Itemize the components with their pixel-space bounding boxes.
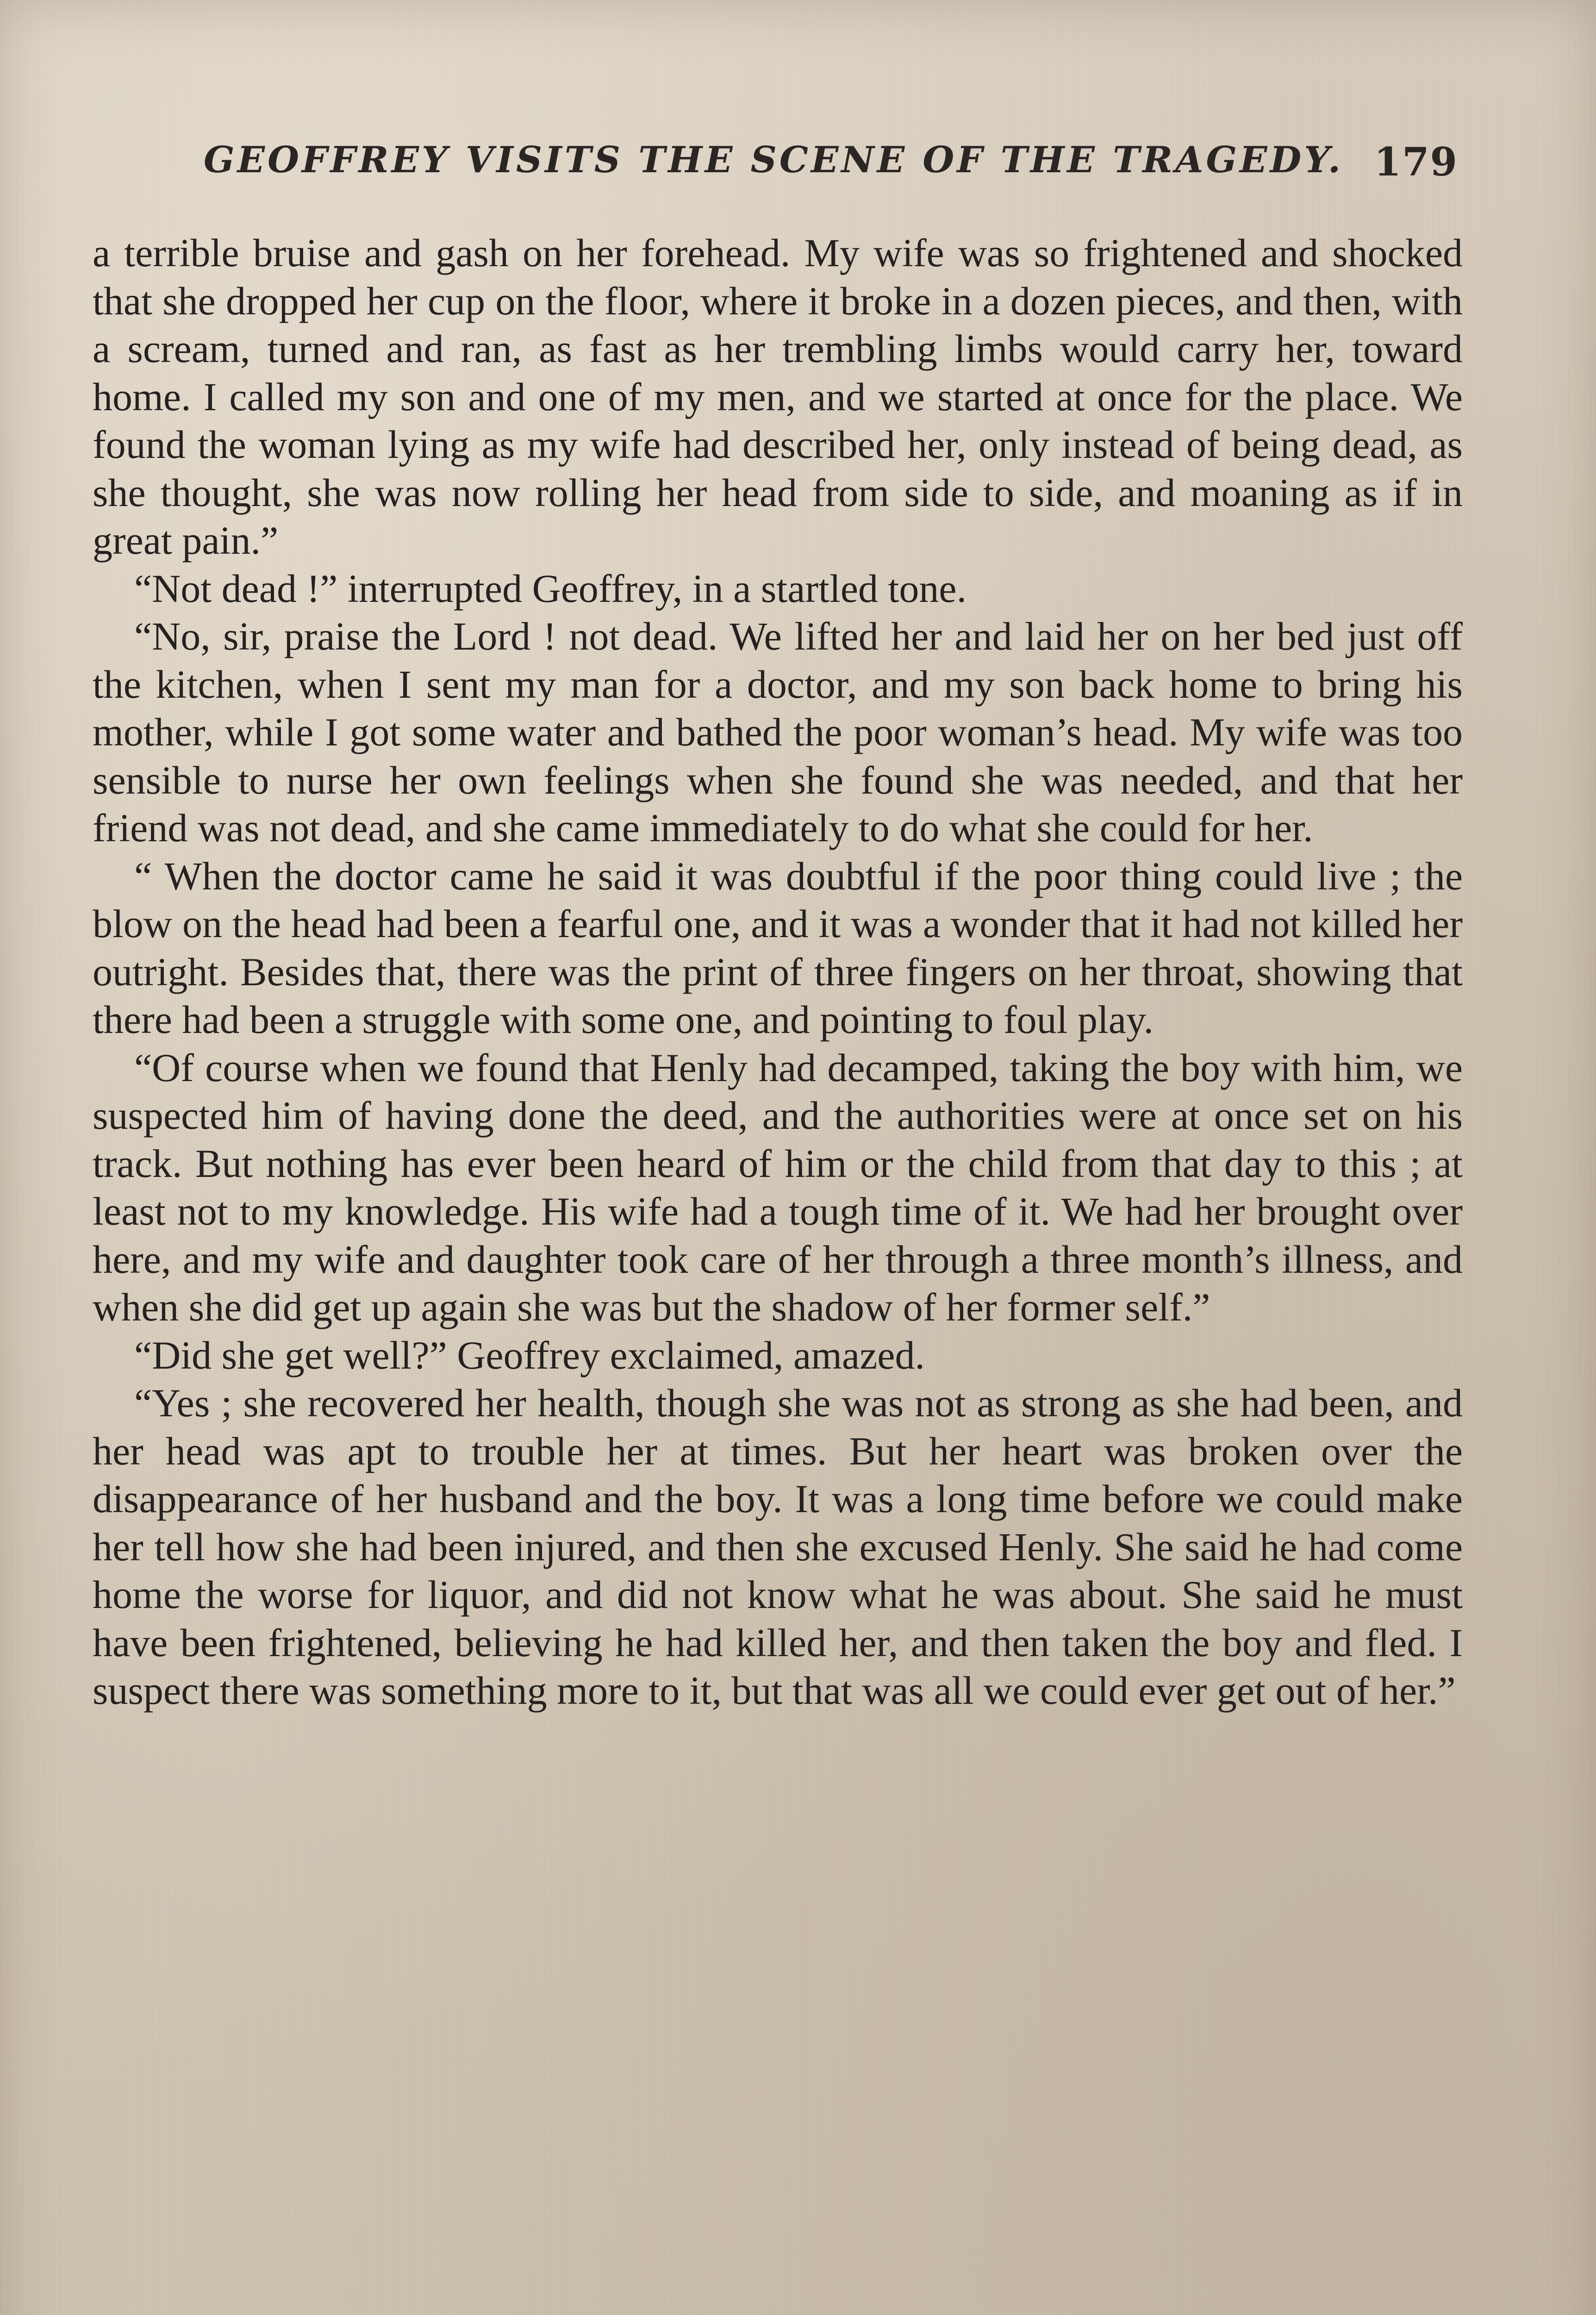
paragraph: “ When the doctor came he said it was doubtful if the poor thing could live ; the blow on the head had been a fearful one, and it was a wonder that it had not killed her outright. Besides that, there was the print of three fingers on her throat, showing that there had been a struggle with some one, and pointing to foul play.: [93, 853, 1463, 1042]
body-text: [93, 229, 1463, 1715]
paragraph: a terrible bruise and gash on her forehead. My wife was so frightened and shocked that she dropped her cup on the floor, where it broke in a dozen pieces, and then, with a scream, turned and ran, as fast as her trembling limbs would carry her, toward home. I called my son and one of my men, and we started at once for the place. We found the woman lying as my wife had described her, only instead of being dead, as she thought, she was now rolling her head from side to side, and moaning as if in great pain.”: [93, 231, 1463, 563]
paragraph: “Not dead !” interrupted Geoffrey, in a startled tone.: [134, 566, 967, 611]
running-head: GEOFFREY VISITS THE SCENE OF THE TRAGEDY.: [204, 139, 1344, 181]
paragraph: “Did she get well?” Geoffrey exclaimed, amazed.: [134, 1333, 925, 1377]
page-header: [204, 139, 1458, 194]
paragraph: “No, sir, praise the Lord ! not dead. We lifted her and laid her on her bed just off the kitchen, when I sent my man for a doctor, and my son back home to bring his mother, while I got some water and bathed the poor woman’s head. My wife was too sensible to nurse her own feelings when she found she was needed, and that her friend was not dead, and she came immediately to do what she could for her.: [93, 614, 1463, 850]
paragraph: “Of course when we found that Henly had decamped, taking the boy with him, we suspected him of having done the deed, and the authorities were at once set on his track. But nothing has ever been heard of him or the child from that day to this ; at least not to my knowledge. His wife had a tough time of it. We had her brought over here, and my wife and daughter took care of her through a three month’s illness, and when she did get up again she was but the shadow of her former self.”: [93, 1045, 1463, 1329]
page-number: 179: [1374, 139, 1458, 185]
paragraph: “Yes ; she recovered her health, though she was not as strong as she had been, and her head was apt to trouble her at times. But her heart was broken over the disappearance of her husband and the boy. It was a long time before we could make her tell how she had been injured, and then she excused Henly. She said he had come home the worse for liquor, and did not know what he was about. She said he must have been frightened, believing he had killed her, and then taken the boy and fled. I suspect there was something more to it, but that was all we could ever get out of her.”: [93, 1381, 1463, 1713]
